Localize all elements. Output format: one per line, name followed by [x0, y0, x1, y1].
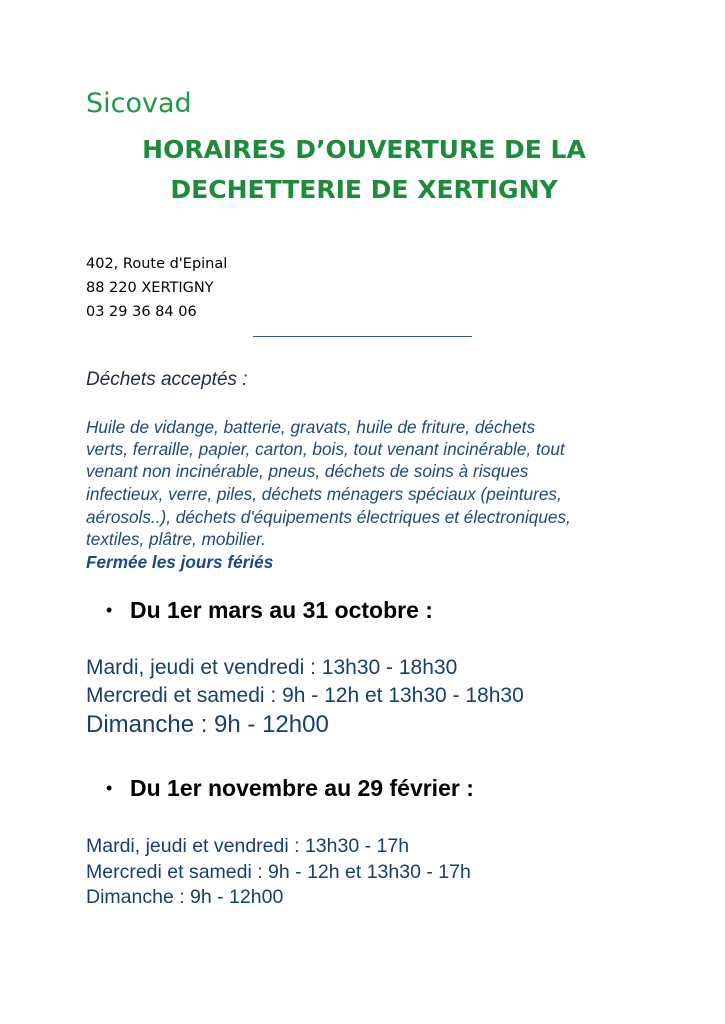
summer-hours-weekdays: Mardi, jeudi et vendredi : 13h30 - 18h30: [86, 656, 458, 679]
period-summer-heading: [106, 597, 433, 624]
winter-hours-sunday: Dimanche : 9h - 12h00: [86, 886, 284, 908]
bullet-icon: •: [106, 778, 113, 798]
closed-holidays-note: Fermée les jours fériés: [86, 552, 274, 572]
winter-hours-weekdays: Mardi, jeudi et vendredi : 13h30 - 17h: [86, 835, 410, 857]
summer-hours-wed-sat: Mercredi et samedi : 9h - 12h et 13h30 - 18h30: [86, 684, 524, 707]
accepted-waste-heading: Déchets acceptés :: [86, 369, 248, 390]
accepted-waste-line: venant non incinérable, pneus, déchets de soins à risques: [86, 461, 529, 481]
organization-name: Sicovad: [86, 88, 192, 119]
accepted-waste-line: aérosols..), déchets d'équipements électriques et électroniques,: [86, 507, 571, 527]
winter-hours-wed-sat: Mercredi et samedi : 9h - 12h et 13h30 - 17h: [86, 861, 471, 883]
period-winter-title: Du 1er novembre au 29 février :: [130, 775, 474, 801]
summer-hours-sunday: Dimanche : 9h - 12h00: [86, 711, 329, 738]
address-street: 402, Route d'Epinal: [86, 256, 228, 272]
accepted-waste-line: infectieux, verre, piles, déchets ménagers spéciaux (peintures,: [86, 484, 562, 504]
bullet-icon: •: [106, 600, 113, 620]
phone-number: 03 29 36 84 06: [86, 304, 197, 320]
page-title-line-2: DECHETTERIE DE XERTIGNY: [170, 175, 558, 204]
address-city: 88 220 XERTIGNY: [86, 280, 214, 296]
divider-line: [253, 336, 472, 337]
accepted-waste-line: Huile de vidange, batterie, gravats, huile de friture, déchets: [86, 417, 536, 437]
period-summer-title: Du 1er mars au 31 octobre :: [130, 597, 433, 623]
accepted-waste-line: verts, ferraille, papier, carton, bois, tout venant incinérable, tout: [86, 439, 565, 459]
period-winter-heading: [106, 775, 474, 802]
accepted-waste-line: textiles, plâtre, mobilier.: [86, 529, 266, 549]
page-title-line-1: HORAIRES D’OUVERTURE DE LA: [142, 135, 586, 164]
